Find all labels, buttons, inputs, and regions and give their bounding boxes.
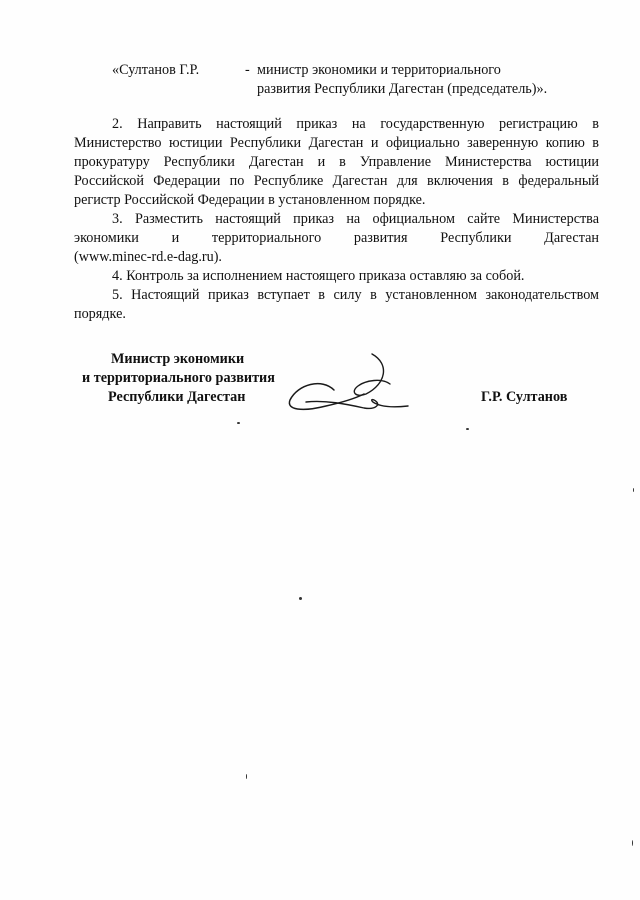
paragraph-2-line-3: прокуратуру Республики Дагестан и в Управление Министерства юстиции (74, 154, 599, 170)
paragraph-2-line-5: регистр Российской Федерации в установленном порядке. (74, 192, 426, 208)
paragraph-3-line-2: экономики и территориального развития Республики Дагестан (74, 230, 599, 246)
member-dash: - (245, 62, 250, 78)
scan-speck (246, 774, 247, 779)
scan-speck (633, 488, 634, 492)
signatory-name: Г.Р. Султанов (481, 389, 568, 405)
member-role-line-2: развития Республики Дагестан (председатель)». (257, 81, 548, 97)
scan-speck (299, 597, 302, 600)
paragraph-5-line-2: порядке. (74, 306, 126, 322)
scan-speck (466, 428, 469, 430)
signatory-title-line-1: Министр экономики (111, 351, 245, 367)
signatory-title-line-3: Республики Дагестан (108, 389, 246, 405)
scan-speck (237, 422, 240, 424)
paragraph-4-line-1: 4. Контроль за исполнением настоящего приказа оставляю за собой. (112, 268, 525, 284)
signatory-title-line-2: и территориального развития (82, 370, 275, 386)
paragraph-2-line-1: 2. Направить настоящий приказ на государственную регистрацию в (112, 116, 599, 132)
paragraph-2-line-2: Министерство юстиции Республики Дагестан и официально заверенную копию в (74, 135, 599, 151)
member-name: «Султанов Г.Р. (112, 62, 200, 78)
handwritten-signature (286, 350, 416, 418)
paragraph-3-line-3: (www.minec-rd.e-dag.ru). (74, 249, 222, 265)
paragraph-5-line-1: 5. Настоящий приказ вступает в силу в установленном законодательством (112, 287, 599, 303)
scan-speck (632, 840, 633, 846)
member-role-line-1: министр экономики и территориального (257, 62, 501, 78)
paragraph-2-line-4: Российской Федерации по Республике Дагестан для включения в федеральный (74, 173, 599, 189)
paragraph-3-line-1: 3. Разместить настоящий приказ на официальном сайте Министерства (112, 211, 599, 227)
